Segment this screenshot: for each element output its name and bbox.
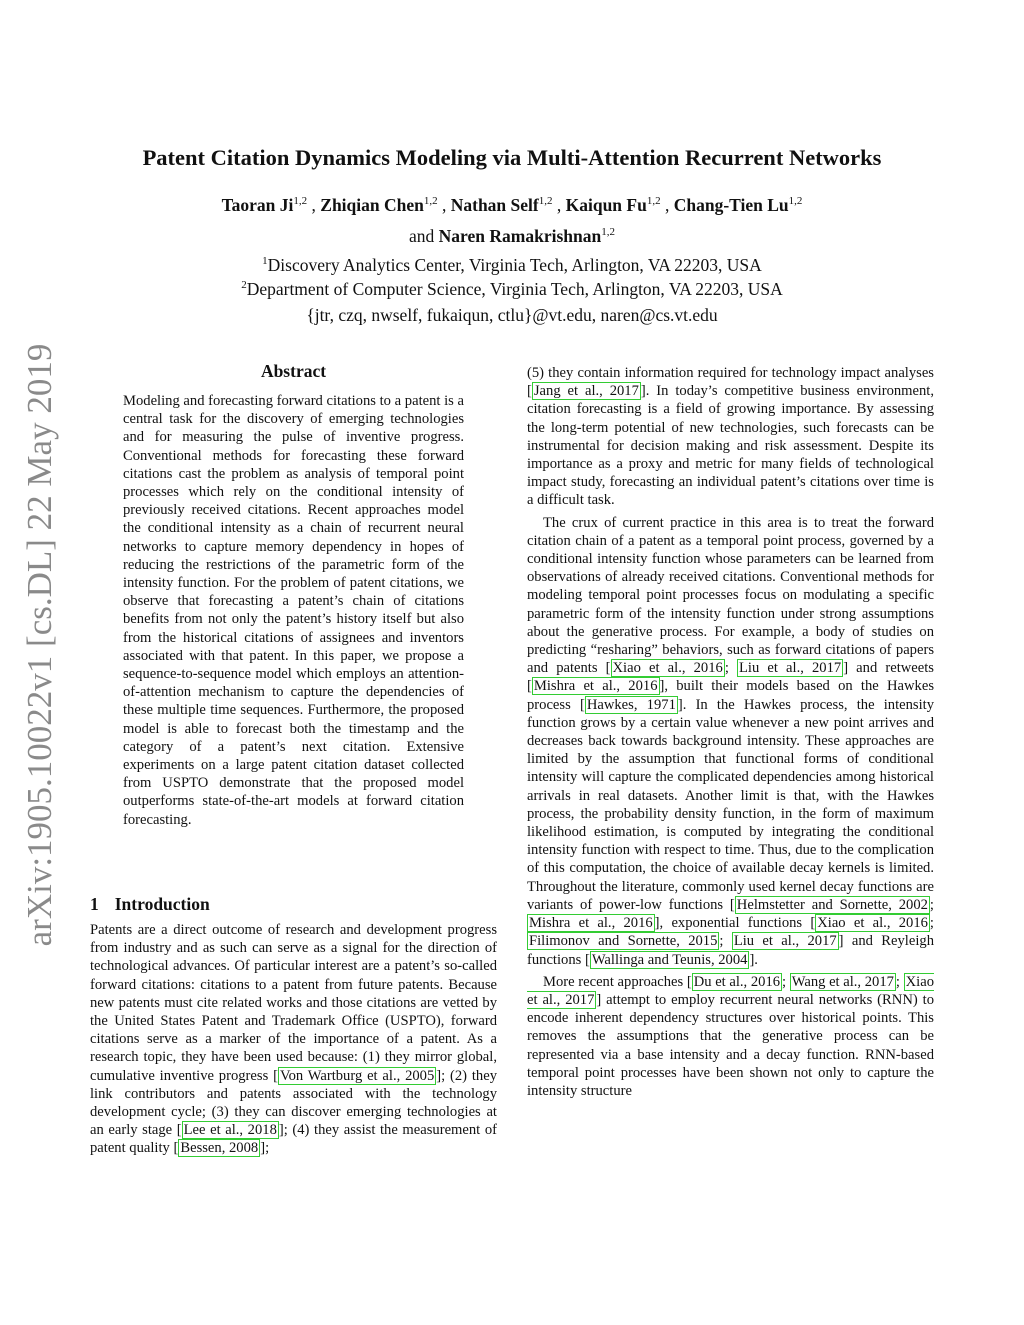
citation-link[interactable]: Filimonov and Sornette, 2015 [529, 933, 718, 950]
section-number: 1 [90, 894, 99, 914]
paragraph-text: ; [724, 660, 737, 677]
citation-link[interactable]: Xiao et al., 2016 [612, 660, 723, 677]
paragraph [90, 921, 497, 1158]
author-separator: , [307, 195, 321, 215]
author-name: Taoran Ji [221, 195, 294, 215]
author-affiliation-mark: 1,2 [538, 195, 553, 208]
affiliation-number: 1 [262, 255, 268, 268]
paragraph [527, 973, 934, 1100]
author-name: Naren Ramakrishnan [438, 226, 602, 246]
paragraph-text: The crux of current practice in this area is to treat the forward citation chain of a patent as a temporal point process, governed by a conditional intensity function whose parameters can be learned from observations of already received citations. Conventional methods for modeling temporal point processes focus on modulating a specific parametric form of the intensity function under strong assumptions about the generative process. For example, a body of studies on predicting “resharing” behaviors, such as forward citations of papers and patents [ [527, 514, 934, 677]
citation-link[interactable]: Lee et al., 2018 [183, 1122, 277, 1139]
affiliation-1 [80, 255, 944, 276]
paragraph-text: More recent approaches [ [543, 973, 692, 990]
citation-link[interactable]: Liu et al., 2017 [733, 933, 837, 950]
citation-link[interactable]: Bessen, 2008 [180, 1140, 259, 1157]
paragraph-text: ; [782, 973, 790, 990]
citation-link[interactable]: Mishra et al., 2016 [529, 915, 653, 932]
author-affiliation-mark: 1,2 [293, 195, 308, 208]
paragraph-text: ], built their models based on the Hawkes process [ [527, 678, 934, 713]
author-name: Zhiqian Chen [320, 195, 424, 215]
affiliation-text: Department of Computer Science, Virginia Tech, Arlington, VA 22203, USA [246, 279, 783, 299]
author-affiliation-mark: 1,2 [646, 195, 661, 208]
citation-link[interactable]: Mishra et al., 2016 [533, 678, 658, 695]
section-title: Introduction [114, 894, 210, 914]
arxiv-identifier-stamp [16, 345, 64, 945]
citation-link[interactable]: Wallinga and Teunis, 2004 [591, 951, 748, 968]
paragraph-text: ] and retweets [ [527, 660, 934, 695]
paragraph-text: ] attempt to employ recurrent neural networks (RNN) to encode inherent dependency structures over historical points. This removes the assumptions that the generative process can be represented via a base intensity and a decay function. RNN-based temporal point processes have been shown not only to capture the intensity structure [527, 991, 934, 1099]
paragraph-text: ]; (4) they assist the measurement of patent quality [ [90, 1122, 497, 1157]
paragraph-text: ]. [749, 951, 758, 968]
paragraph-text: ; [929, 896, 934, 913]
paragraph-text: ]; [260, 1140, 270, 1157]
citation-link[interactable]: Jang et al., 2017 [533, 383, 639, 400]
affiliation-text: Discovery Analytics Center, Virginia Tech, Arlington, VA 22203, USA [267, 255, 762, 275]
paragraph [527, 514, 934, 969]
author-line-2 [80, 226, 944, 247]
author-emails: {jtr, czq, nwself, fukaiqun, ctlu}@vt.edu, naren@cs.vt.edu [306, 305, 718, 325]
author-and-word: and [409, 226, 435, 246]
paragraph-text: ]. In the Hawkes process, the intensity function grows by a certain value whenever a new point arrives and decreases back towards background intensity. These approaches are limited by the assumption that functional forms of conditional intensity will capture the complicated dependencies among historical arrivals in real datasets. Another limit is that, with the Hawkes process, the probability density function, in the form of maximum likelihood estimation, is computed by integrating the conditional intensity function with respect to time. Thus, due to the complication of this computation, the choice of available decay kernels is limited. Throughout the literature, commonly used kernel decay functions are variants of power-low functions [ [527, 696, 935, 913]
paragraph-text: (5) they contain information required for technology impact analyses [ [527, 365, 934, 400]
citation-link[interactable]: Du et al., 2016 [693, 973, 781, 990]
author-affiliation-mark: 1,2 [788, 195, 803, 208]
citation-link[interactable]: Helmstetter and Sornette, 2002 [736, 896, 928, 913]
author-name: Kaiqun Fu [565, 195, 647, 215]
citation-link[interactable]: Wang et al., 2017 [791, 973, 894, 990]
citation-link[interactable]: Xiao et al., 2017 [527, 973, 934, 1008]
arxiv-stamp-text: arXiv:1905.10022v1 [cs.DL] 22 May 2019 [20, 343, 59, 947]
section-heading-introduction [90, 894, 210, 915]
author-separator: , [437, 195, 451, 215]
citation-link[interactable]: Hawkes, 1971 [586, 696, 676, 713]
citation-link[interactable]: Liu et al., 2017 [739, 660, 842, 677]
paragraph-text: ; [719, 933, 732, 950]
paragraph-text: ]; (2) they link contributors and patents associated with the technology development cycle; (3) they can discover emerging technologies at an early stage [ [90, 1067, 497, 1139]
affiliation-number: 2 [241, 279, 247, 292]
citation-link[interactable]: Von Wartburg et al., 2005 [279, 1067, 435, 1084]
abstract-heading: Abstract [260, 361, 327, 381]
author-separator: , [552, 195, 566, 215]
introduction-right-column [527, 364, 934, 1100]
author-affiliation-mark: 1,2 [601, 226, 615, 239]
paragraph-text: ; [929, 915, 934, 932]
introduction-left-column [90, 921, 497, 1158]
paragraph-text: ]. In today’s competitive business environment, citation forecasting is a field of growing importance. By assessing the long-term potential of new technologies, such forecasts can be instrumental for decision making and risk assessment. Despite its importance as a proxy and metric for many fields of technological impact study, forecasting an individual patent’s citations over time is a difficult task. [527, 383, 934, 509]
paragraph-text: Patents are a direct outcome of research and development progress from industry and as such can serve as a signal for the direction of technological advances. Of particular interest are a patent’s so-called forward citations: citations to a patent from future patents. Because new patents must cite related works and those citations are vetted by the United States Patent and Trademark Office (USPTO), forward citations serve as a marker of the importance of a patent. As a research topic, they have been used because: (1) they mirror global, cumulative inventive progress [ [90, 922, 497, 1084]
paragraph [527, 364, 934, 510]
author-line-1 [80, 195, 944, 216]
author-name: Chang-Tien Lu [673, 195, 789, 215]
paragraph-text: ], exponential functions [ [654, 915, 816, 932]
citation-link[interactable]: Xiao et al., 2016 [817, 915, 928, 932]
abstract-body: Modeling and forecasting forward citations to a patent is a central task for the discovery of emerging technologies and for measuring the pulse of inventive progress. Conventional methods for forecasting these forward citations cast the problem as analysis of temporal point processes which rely on the conditional intensity of previously received citations. Recent approaches model the conditional intensity as a chain of recurrent neural networks to capture memory dependency in hopes of reducing the restrictions of the parametric form of the intensity function. For the problem of patent citations, we observe that forecasting a patent’s chain of citations benefits from not only the patent’s history itself but also from the historical citations of assignees and inventors associated with that patent. In this paper, we propose a sequence-to-sequence model which employs an attention-of-attention mechanism to capture the dependencies of these multiple time sequences. Furthermore, the proposed model is able to forecast both the timestamp and the category of a patent’s next citation. Extensive experiments on a large patent citation dataset collected from USPTO demonstrate that the proposed model outperforms state-of-the-art models at forward citation forecasting. [123, 393, 464, 828]
author-name: Nathan Self [450, 195, 539, 215]
paragraph-text: ; [895, 973, 904, 990]
author-separator: , [660, 195, 674, 215]
affiliation-2 [80, 279, 944, 300]
author-affiliation-mark: 1,2 [423, 195, 438, 208]
paragraph-text: ] and Reyleigh functions [ [527, 933, 934, 968]
paper-title: Patent Citation Dynamics Modeling via Multi-Attention Recurrent Networks [142, 145, 882, 170]
